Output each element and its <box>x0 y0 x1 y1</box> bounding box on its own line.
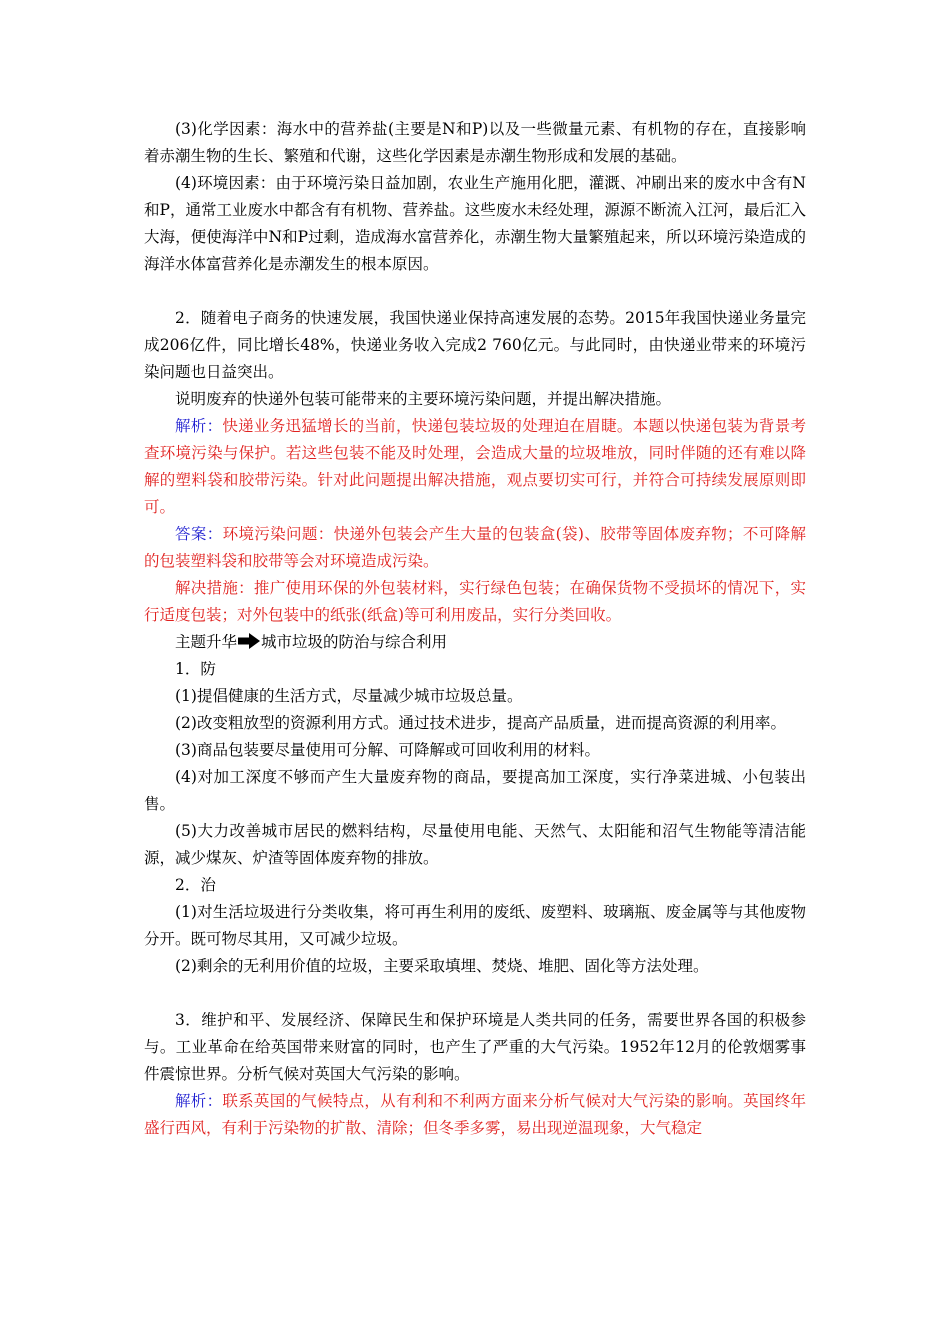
question-3-analysis <box>144 1088 806 1142</box>
answer-text: 环境污染问题：快递外包装会产生大量的包装盒(袋)、胶带等固体废弃物；不可降解的包装塑料袋和胶带等会对环境造成污染。 <box>144 525 806 570</box>
theme-title: 城市垃圾的防治与综合利用 <box>261 633 448 651</box>
answer-label: 答案： <box>175 525 223 543</box>
analysis-label: 解析： <box>175 1092 223 1110</box>
question-3-stem: 3．维护和平、发展经济、保障民生和保护环境是人类共同的任务，需要世界各国的积极参与。工业革命在给英国带来财富的同时，也产生了严重的大气污染。1952年12月的伦敦烟雾事件震惊世界。分析气候对英国大气污染的影响。 <box>144 1011 806 1083</box>
question-2-ask: 说明废弃的快递外包装可能带来的主要环境污染问题，并提出解决措施。 <box>175 390 672 408</box>
analysis-label: 解析： <box>175 417 223 435</box>
theme-heading <box>144 629 806 656</box>
treat-heading: 2．治 <box>175 876 216 894</box>
theme-prefix: 主题升华 <box>175 633 238 651</box>
prevent-item-3: (3)商品包装要尽量使用可分解、可降解或可回收利用的材料。 <box>175 741 600 759</box>
prevent-item-2: (2)改变粗放型的资源利用方式。通过技术进步，提高产品质量，进而提高资源的利用率。 <box>175 714 786 732</box>
question-2-analysis <box>144 413 806 521</box>
paragraph-chemical-factor: (3)化学因素：海水中的营养盐(主要是N和P)以及一些微量元素、有机物的存在，直接影响着赤潮生物的生长、繁殖和代谢，这些化学因素是赤潮生物形成和发展的基础。 <box>144 120 806 165</box>
prevent-heading: 1．防 <box>175 660 216 678</box>
treat-item-1: (1)对生活垃圾进行分类收集，将可再生利用的废纸、废塑料、玻璃瓶、废金属等与其他废物分开。既可物尽其用，又可减少垃圾。 <box>144 903 806 948</box>
prevent-item-5: (5)大力改善城市居民的燃料结构，尽量使用电能、天然气、太阳能和沼气生物能等清洁能源，减少煤灰、炉渣等固体废弃物的排放。 <box>144 822 806 867</box>
prevent-item-4: (4)对加工深度不够而产生大量废弃物的商品，要提高加工深度，实行净菜进城、小包装出售。 <box>144 768 806 813</box>
analysis-text: 快递业务迅猛增长的当前，快递包装垃圾的处理迫在眉睫。本题以快递包装为背景考查环境污染与保护。若这些包装不能及时处理，会造成大量的垃圾堆放，同时伴随的还有难以降解的塑料袋和胶带污染。针对此问题提出解决措施，观点要切实可行，并符合可持续发展原则即可。 <box>144 417 806 516</box>
document-page <box>144 116 806 1142</box>
question-2-answer <box>144 521 806 575</box>
spacer <box>144 278 806 305</box>
right-arrow-icon <box>238 633 260 649</box>
question-2-stem: 2．随着电子商务的快速发展，我国快递业保持高速发展的态势。2015年我国快递业务量完成206亿件，同比增长48%，快递业务收入完成2 760亿元。与此同时，由快递业带来的环境污染问题也日益突出。 <box>144 309 806 381</box>
spacer <box>144 980 806 1007</box>
treat-item-2: (2)剩余的无利用价值的垃圾，主要采取填埋、焚烧、堆肥、固化等方法处理。 <box>175 957 709 975</box>
analysis-text: 联系英国的气候特点，从有利和不利两方面来分析气候对大气污染的影响。英国终年盛行西风，有利于污染物的扩散、清除；但冬季多雾，易出现逆温现象，大气稳定 <box>144 1092 806 1137</box>
paragraph-environment-factor: (4)环境因素：由于环境污染日益加剧，农业生产施用化肥，灌溉、冲刷出来的废水中含有N和P，通常工业废水中都含有有机物、营养盐。这些废水未经处理，源源不断流入江河，最后汇入大海，便使海洋中N和P过剩，造成海水富营养化，赤潮生物大量繁殖起来，所以环境污染造成的海洋水体富营养化是赤潮发生的根本原因。 <box>144 174 806 273</box>
prevent-item-1: (1)提倡健康的生活方式，尽量减少城市垃圾总量。 <box>175 687 523 705</box>
question-2-measures: 解决措施：推广使用环保的外包装材料，实行绿色包装；在确保货物不受损坏的情况下，实行适度包装；对外包装中的纸张(纸盒)等可利用废品，实行分类回收。 <box>144 579 806 624</box>
